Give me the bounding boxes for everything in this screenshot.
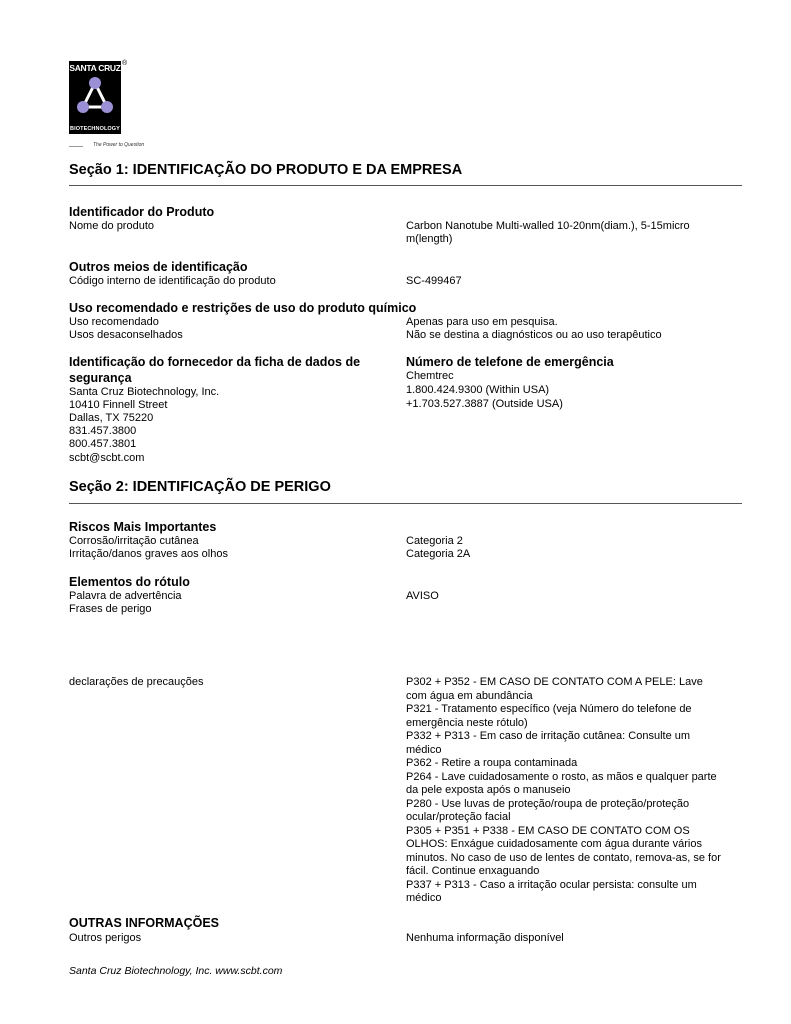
signal-word-value: AVISO bbox=[406, 590, 439, 602]
registered-mark: ® bbox=[122, 60, 128, 67]
product-name-value-line1: Carbon Nanotube Multi-walled 10-20nm(diam.), 5-15micro bbox=[406, 220, 690, 232]
precaution-line: minutos. No caso de uso de lentes de contato, remova-as, se for bbox=[406, 851, 721, 864]
company-logo bbox=[69, 61, 121, 134]
precaution-line: P302 + P352 - EM CASO DE CONTATO COM A PELE: Lave bbox=[406, 676, 703, 688]
section2-title: Seção 2: IDENTIFICAÇÃO DE PERIGO bbox=[69, 479, 331, 495]
skin-irritation-value: Categoria 2 bbox=[406, 535, 463, 547]
signal-word-label: Palavra de advertência bbox=[69, 590, 182, 602]
section1-divider bbox=[69, 185, 742, 186]
supplier-email[interactable]: scbt@scbt.com bbox=[69, 452, 145, 464]
precaution-line: médico bbox=[406, 892, 442, 904]
product-identifier-heading: Identificador do Produto bbox=[69, 205, 215, 219]
page-footer: Santa Cruz Biotechnology, Inc. www.scbt.com bbox=[69, 965, 283, 977]
recommended-use-heading: Uso recomendado e restrições de uso do produto químico bbox=[69, 301, 417, 315]
other-info-heading: OUTRAS INFORMAÇÕES bbox=[69, 916, 219, 930]
product-name-label: Nome do produto bbox=[69, 220, 154, 232]
precaution-line: ocular/proteção facial bbox=[406, 811, 511, 823]
precaution-line: P321 - Tratamento específico (veja Número do telefone de bbox=[406, 703, 692, 715]
supplier-phone-2: 800.457.3801 bbox=[69, 438, 137, 450]
other-hazards-label: Outros perigos bbox=[69, 932, 142, 944]
eye-damage-value: Categoria 2A bbox=[406, 548, 471, 560]
other-hazards-value: Nenhuma informação disponível bbox=[406, 932, 564, 944]
precaution-line: OLHOS: Enxágue cuidadosamente com água durante vários bbox=[406, 838, 702, 850]
other-means-heading: Outros meios de identificação bbox=[69, 260, 248, 274]
logo-tagline: The Power to Question bbox=[93, 142, 145, 148]
logo-brand-bottom: BIOTECHNOLOGY bbox=[70, 126, 120, 132]
supplier-heading-line1: Identificação do fornecedor da ficha de dados de bbox=[69, 355, 361, 369]
precautions-list bbox=[406, 676, 746, 906]
supplier-heading-line2: segurança bbox=[69, 371, 132, 385]
precaution-line: fácil. Continue enxaguando bbox=[406, 865, 540, 877]
precaution-line: P332 + P313 - Em caso de irritação cutânea: Consulte um bbox=[406, 730, 691, 742]
precaution-line: P280 - Use luvas de proteção/roupa de proteção/proteção bbox=[406, 797, 690, 810]
inadvisable-use-label: Usos desaconselhados bbox=[69, 329, 183, 341]
emergency-phone-outside: +1.703.527.3887 (Outside USA) bbox=[406, 398, 563, 410]
skin-irritation-label: Corrosão/irritação cutânea bbox=[69, 535, 199, 547]
molecule-icon bbox=[75, 75, 115, 119]
precautions-label: declarações de precauções bbox=[69, 676, 204, 688]
precaution-line: P264 - Lave cuidadosamente o rosto, as mãos e qualquer parte bbox=[406, 770, 717, 783]
precaution-line: médico bbox=[406, 743, 442, 756]
precaution-line: P305 + P351 + P338 - EM CASO DE CONTATO COM OS bbox=[406, 824, 690, 837]
supplier-street: 10410 Finnell Street bbox=[69, 399, 168, 411]
supplier-company: Santa Cruz Biotechnology, Inc. bbox=[69, 386, 220, 398]
eye-damage-label: Irritação/danos graves aos olhos bbox=[69, 548, 228, 560]
emergency-provider: Chemtrec bbox=[406, 370, 454, 382]
precaution-line: P362 - Retire a roupa contaminada bbox=[406, 757, 578, 769]
recommended-use-label: Uso recomendado bbox=[69, 316, 159, 328]
internal-code-value: SC-499467 bbox=[406, 275, 462, 287]
inadvisable-use-value: Não se destina a diagnósticos ou ao uso terapêutico bbox=[406, 329, 662, 341]
section1-title: Seção 1: IDENTIFICAÇÃO DO PRODUTO E DA EMPRESA bbox=[69, 162, 463, 178]
recommended-use-value: Apenas para uso em pesquisa. bbox=[406, 316, 558, 328]
precaution-line: da pele exposta após o manuseio bbox=[406, 784, 571, 796]
supplier-city: Dallas, TX 75220 bbox=[69, 412, 154, 424]
risks-heading: Riscos Mais Importantes bbox=[69, 520, 217, 534]
internal-code-label: Código interno de identificação do produto bbox=[69, 275, 276, 287]
section2-divider bbox=[69, 503, 742, 504]
hazard-phrases-label: Frases de perigo bbox=[69, 603, 152, 615]
product-name-value-line2: m(length) bbox=[406, 233, 453, 245]
label-elements-heading: Elementos do rótulo bbox=[69, 575, 190, 589]
precaution-line: emergência neste rótulo) bbox=[406, 716, 528, 729]
emergency-heading: Número de telefone de emergência bbox=[406, 355, 614, 369]
precaution-line: P337 + P313 - Caso a irritação ocular persista: consulte um bbox=[406, 878, 697, 891]
logo-divider bbox=[69, 146, 83, 147]
supplier-phone-1: 831.457.3800 bbox=[69, 425, 137, 437]
precaution-line: com água em abundância bbox=[406, 689, 533, 702]
emergency-phone-usa: 1.800.424.9300 (Within USA) bbox=[406, 384, 550, 396]
logo-brand-top: SANTA CRUZ bbox=[69, 63, 121, 73]
